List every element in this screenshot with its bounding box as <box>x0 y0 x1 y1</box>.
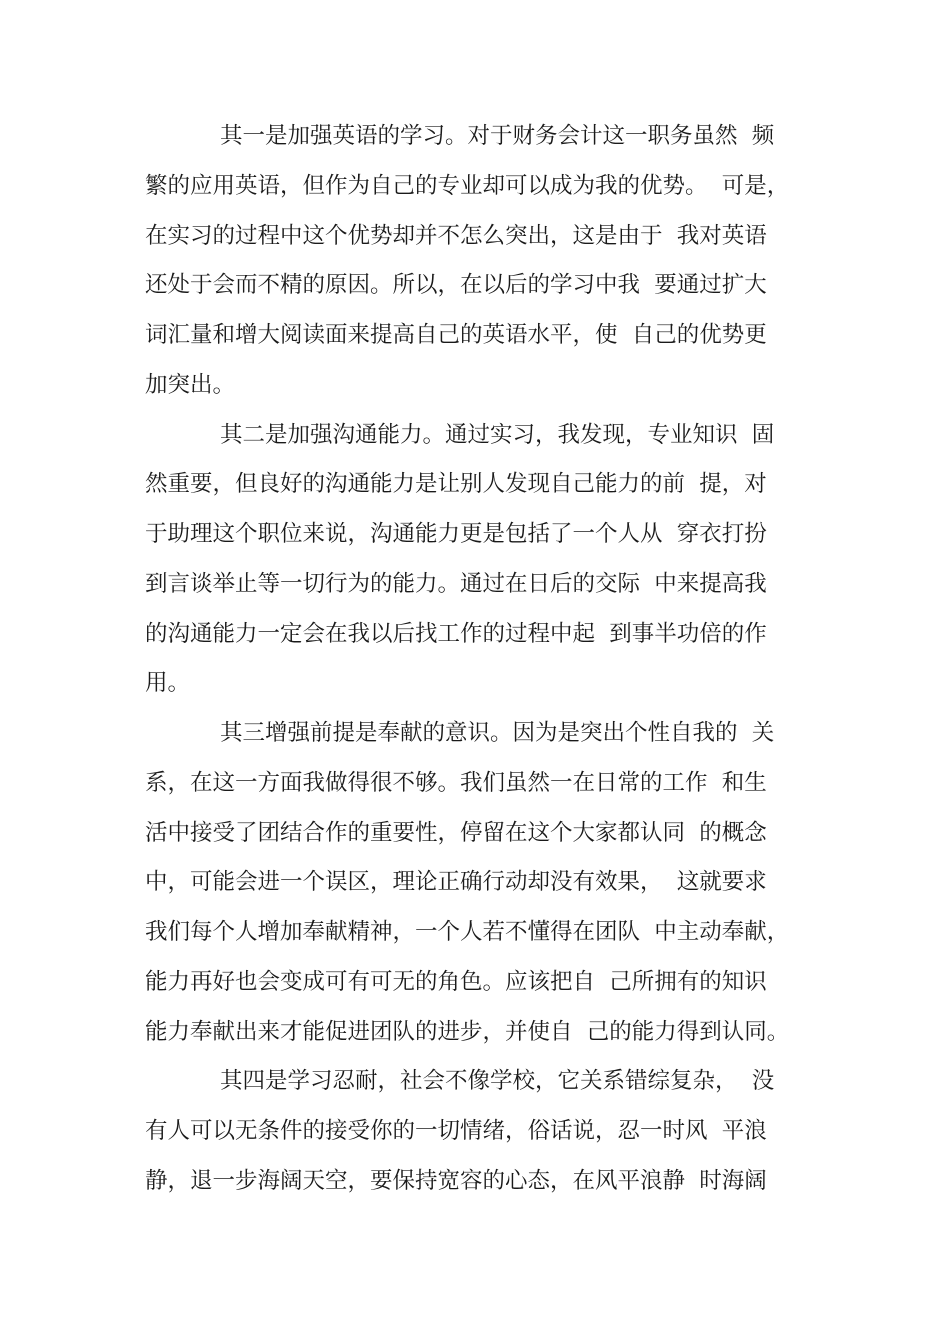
paragraph-3-line-2: 系，在这一方面我做得很不够。我们虽然一在日常的工作 和生 <box>145 770 767 796</box>
paragraph-2-line-3: 于助理这个职位来说，沟通能力更是包括了一个人从 穿衣打扮 <box>145 521 767 547</box>
paragraph-1-line-6: 加突出。 <box>145 372 236 398</box>
paragraph-4-line-3: 静，退一步海阔天空，要保持宽容的心态，在风平浪静 时海阔 <box>145 1168 767 1194</box>
paragraph-3-line-7: 能力奉献出来才能促进团队的进步，并使自 己的能力得到认同。 <box>145 1019 790 1045</box>
paragraph-4-line-2: 有人可以无条件的接受你的一切情绪，俗话说，忍一时风 平浪 <box>145 1118 767 1144</box>
paragraph-2-line-6: 用。 <box>145 670 191 696</box>
paragraph-3-line-4: 中，可能会进一个误区，理论正确行动却没有效果， 这就要求 <box>145 869 767 895</box>
paragraph-3-line-5: 我们每个人增加奉献精神，一个人若不懂得在团队 中主动奉献， <box>145 919 790 945</box>
paragraph-4-line-1: 其四是学习忍耐，社会不像学校，它关系错综复杂， 没 <box>220 1068 775 1094</box>
paragraph-2-line-5: 的沟通能力一定会在我以后找工作的过程中起 到事半功倍的作 <box>145 621 767 647</box>
paragraph-3-line-3: 活中接受了团结合作的重要性，停留在这个大家都认同 的概念 <box>145 820 767 846</box>
paragraph-2-line-1: 其二是加强沟通能力。通过实习，我发现，专业知识 固 <box>220 422 775 448</box>
paragraph-3-line-1: 其三增强前提是奉献的意识。因为是突出个性自我的 关 <box>220 720 775 746</box>
paragraph-1-line-1: 其一是加强英语的学习。对于财务会计这一职务虽然 频 <box>220 123 775 149</box>
paragraph-1-line-3: 在实习的过程中这个优势却并不怎么突出，这是由于 我对英语 <box>145 223 767 249</box>
paragraph-2-line-2: 然重要，但良好的沟通能力是让别人发现自己能力的前 提，对 <box>145 471 767 497</box>
paragraph-2-line-4: 到言谈举止等一切行为的能力。通过在日后的交际 中来提高我 <box>145 571 767 597</box>
paragraph-1-line-5: 词汇量和增大阅读面来提高自己的英语水平，使 自己的优势更 <box>145 322 767 348</box>
paragraph-1-line-2: 繁的应用英语，但作为自己的专业却可以成为我的优势。 可是， <box>145 173 790 199</box>
paragraph-1-line-4: 还处于会而不精的原因。所以，在以后的学习中我 要通过扩大 <box>145 272 767 298</box>
paragraph-3-line-6: 能力再好也会变成可有可无的角色。应该把自 己所拥有的知识 <box>145 969 767 995</box>
